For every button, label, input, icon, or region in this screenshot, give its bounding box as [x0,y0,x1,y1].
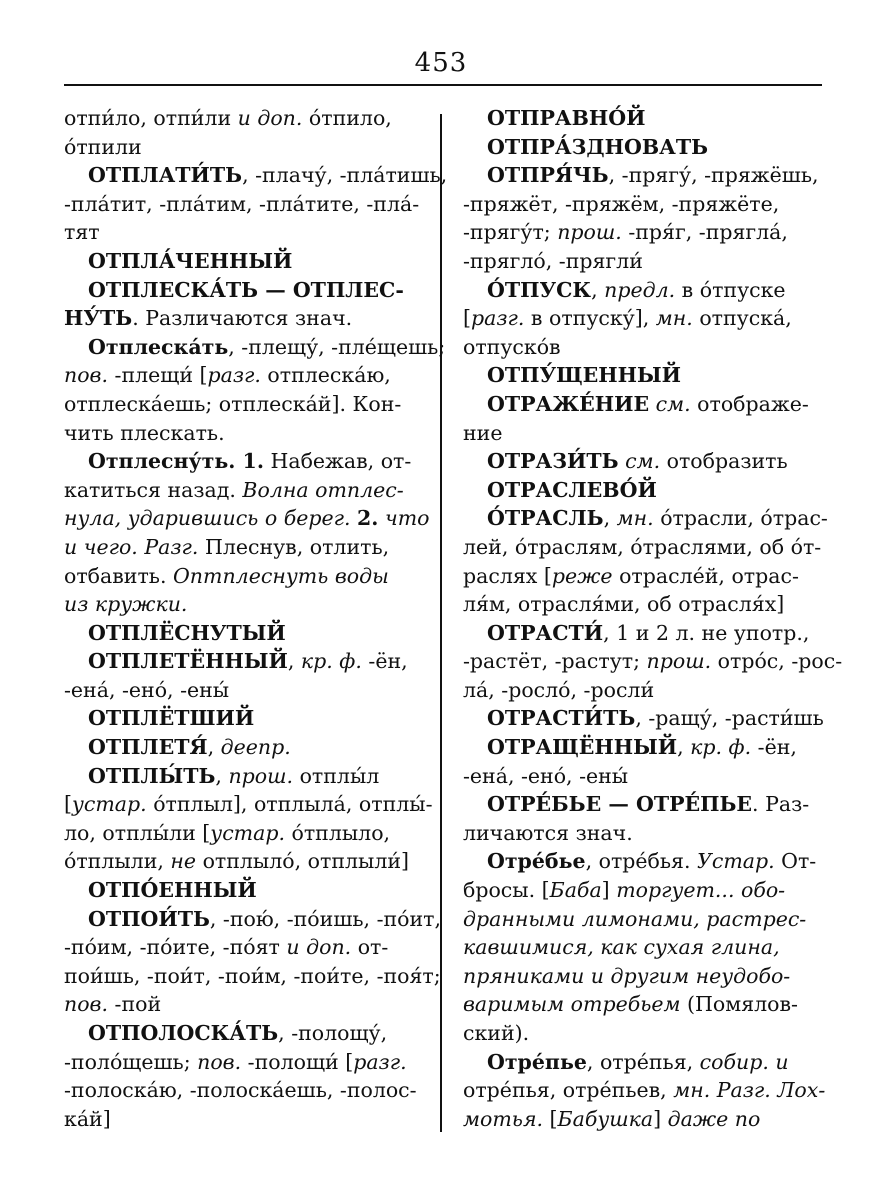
headword: ОТПОИ́ТЬ [88,906,210,931]
italic-note: и чего. Разг. [64,534,199,559]
left-text-line [64,1076,418,1105]
left-text-line [64,819,418,848]
italic-note: мн. [616,506,654,531]
left-text-line [64,304,418,333]
text-run: -ён, [361,649,408,674]
headword: ОТРЕ́БЬЕ — ОТРЕ́ПЬЕ [487,792,753,817]
text-run: , отре́бья. [585,849,698,874]
italic-note: мн. Разг. Лох- [673,1078,826,1103]
headword: ОТРАЩЁННЫЙ [487,735,678,760]
italic-note: Баба [549,878,602,903]
headword: Отре́бье [487,849,586,874]
text-run: , -плещу́, -пле́щешь; [228,334,446,359]
text-run: , 1 и 2 л. не употр., [603,620,810,645]
italic-note: разг. [207,363,261,388]
left-text-line [64,790,433,819]
text-run: отплеска́ешь; отплеска́й]. Кон- [64,391,402,416]
text-run: бросы. [ [463,878,550,903]
right-text-line [463,619,817,648]
right-text-line [463,533,822,562]
right-text-line [463,304,817,333]
left-text-line [64,504,430,533]
text-run: ло, отплы́ли [ [64,820,211,845]
text-run: -полоска́ю, -полоска́ешь, -полос- [64,1078,417,1103]
text-run: в отпуску́], [524,306,656,331]
text-run: ] [601,878,617,903]
headword: Отре́пье [487,1049,587,1074]
text-run: отобразить [660,449,788,474]
text-run: ла́, -росло́, -росли́ [463,677,655,702]
text-run: тят [64,220,100,245]
left-text-line [64,447,418,476]
left-text-line [64,676,418,705]
italic-note: даже по [667,1106,761,1131]
italic-note: не [170,849,197,874]
left-text-line [64,133,418,162]
left-text-line [64,104,418,133]
right-text-line [463,733,817,762]
text-run: отплыло́, отплыли́] [196,849,410,874]
left-text-line [64,619,418,648]
italic-note: Оптплеснуть воды [173,563,389,588]
italic-note: торгует... обо- [616,878,786,903]
headword: ОТПО́ЕННЫЙ [88,878,257,903]
italic-note: и доп. [286,935,352,960]
text-run: -прягло́, -прягли́ [463,248,643,273]
left-text-line [64,962,441,991]
right-text-line [463,647,843,676]
left-text-line [64,333,446,362]
text-run: -ена́, -ено́, -ены́ [64,677,230,702]
headword: ОТПРЯ́ЧЬ [487,163,609,188]
text-run: ля́м, отрасля́ми, об отрасля́х] [463,592,785,617]
right-text-line [463,962,817,991]
left-text-line [64,704,418,733]
headword: О́ТПУСК [487,277,592,302]
left-text-line [64,733,418,762]
page-number: 453 [414,48,468,78]
left-text-line [64,533,418,562]
headword: НУ́ТЬ [64,306,133,331]
text-run: , [677,735,691,760]
text-run: о́трасли, о́трас- [653,506,828,531]
left-text-line [64,419,418,448]
right-text-line [463,819,817,848]
text-run: , -ращу́, -расти́шь [635,706,824,731]
headword: О́ТРАСЛЬ [487,506,604,531]
headword: Отплесну́ть. 1. [88,449,264,474]
text-run: отпуска́, [692,306,792,331]
italic-note: см. [625,449,661,474]
headword: ОТРАЗИ́ТЬ [487,449,619,474]
header-rule [64,84,822,86]
right-text-line [463,1076,826,1105]
left-text-line [64,762,418,791]
text-run: (Помялов- [680,992,798,1017]
italic-note: прош. [557,220,622,245]
text-run: , [215,763,229,788]
text-run: -пряжёт, -пряжём, -пряжёте, [463,191,780,216]
right-text-line [463,933,817,962]
left-text-line [64,933,418,962]
italic-note: пов. [197,1049,242,1074]
text-run: , -плачу́, -пла́тишь, [242,163,448,188]
text-run: отрасле́й, отрас- [612,563,799,588]
right-text-line [463,704,824,733]
left-text-line [64,1105,418,1134]
right-text-line [463,1105,817,1134]
text-run: , [287,649,301,674]
text-run: , [591,277,605,302]
text-run: ние [463,420,503,445]
right-text-line [463,590,817,619]
italic-note: устар. [72,792,147,817]
text-run: о́тплыло, [284,820,391,845]
left-text-line [64,276,418,305]
right-text-line [463,790,817,819]
text-run: , -пою́, -по́ишь, -по́ит, [209,906,442,931]
italic-note: Бабушка [557,1106,654,1131]
left-text-line [64,390,418,419]
right-text-line [463,905,817,934]
text-run: отбавить. [64,563,173,588]
text-run: отпуско́в [463,334,561,359]
text-run: ка́й] [64,1106,111,1131]
italic-note: пов. [64,363,108,388]
italic-note: нула, ударившись о берег. [64,506,351,531]
italic-note: предл. [604,277,676,302]
headword: ОТРАЖЕ́НИЕ [487,391,650,416]
right-text-line [463,1048,817,1077]
text-run: -ена́, -ено́, -ены́ [463,763,629,788]
text-run: -плещи́ [ [108,363,208,388]
left-text-line [64,361,418,390]
italic-note: разг. [353,1049,407,1074]
right-text-line [463,876,817,905]
text-run: От- [774,849,817,874]
headword: ОТПЛЕТЁННЫЙ [88,649,288,674]
headword: ОТПЛЁТШИЙ [88,706,255,731]
italic-note: мн. [655,306,693,331]
headword: ОТПЛЫ́ТЬ [88,763,216,788]
left-text-line [64,161,448,190]
italic-note: варимым отребьем [463,992,681,1017]
right-text-line [463,333,817,362]
italic-note: разг. [471,306,525,331]
text-run: личаются знач. [463,820,633,845]
right-text-line [463,104,817,133]
text-run: отро́с, -рос- [711,649,843,674]
headword: ОТПЛЕСКА́ТЬ — ОТПЛЕС- [88,277,404,302]
left-text-line [64,1019,418,1048]
text-run: , [603,506,617,531]
italic-note: и доп. [237,106,303,130]
text-run: о́тплыли, [64,849,171,874]
italic-note: и [775,1049,789,1074]
text-run: Набежав, от- [263,449,412,474]
left-text-line [64,590,418,619]
text-run: -прягу́т; [463,220,558,245]
headword: ОТПРАВНО́Й [487,106,646,130]
text-run: -растёт, -растут; [463,649,647,674]
headword: Отплеска́ть [88,334,229,359]
left-text-line [64,562,418,591]
text-run: отплы́л [293,763,380,788]
text-run: -ён, [751,735,797,760]
right-text-line [463,990,817,1019]
right-text-line [463,133,817,162]
left-text-line [64,847,418,876]
headword: ОТПЛЕТЯ́ [88,735,208,760]
right-text-line [463,562,817,591]
headword: ОТПЛАТИ́ТЬ [88,163,243,188]
italic-note: устар. [210,820,285,845]
italic-note: реже [551,563,613,588]
right-text-line [463,762,817,791]
left-text-line [64,476,418,505]
text-run: отре́пья, отре́пьев, [463,1078,674,1103]
headword: ОТПОЛОСКА́ТЬ [88,1021,279,1045]
left-text-line [64,190,418,219]
right-text-line [463,390,817,419]
text-run: лей, о́траслям, о́траслями, об о́т- [463,534,822,559]
right-text-line [463,218,817,247]
text-run: Плеснув, отлить, [198,534,390,559]
text-run: о́тплыл], отплыла́, отплы́- [146,792,433,817]
text-run: [ [463,306,471,331]
right-text-line [463,361,817,390]
italic-note: прош. [228,763,294,788]
left-text-line [64,905,442,934]
left-column [64,104,448,1133]
right-text-line [463,504,828,533]
right-text-line [463,1019,817,1048]
right-text-line [463,276,817,305]
italic-note: Устар. [697,849,775,874]
text-run: , -прягу́, -пряжёшь, [608,163,819,188]
text-run: -пря́г, -прягла́, [621,220,788,245]
italic-note: кр. ф. [300,649,362,674]
right-text-line [463,190,817,219]
text-run: . Раз- [752,792,810,817]
italic-note: что [384,506,430,531]
italic-note: кавшимися, как сухая глина, [463,935,780,960]
italic-note: дранными лимонами, растрес- [463,906,807,931]
text-run: в о́тпуске [675,277,786,302]
text-run: , -полощу́, [278,1021,388,1045]
text-run: от- [351,935,389,960]
text-run: раслях [ [463,563,552,588]
text-run: [ [64,792,72,817]
headword: ОТРАСТИ́ [487,620,604,645]
text-run: -полощи́ [ [241,1049,354,1074]
text-run: [ [543,1106,558,1131]
italic-note: пряниками и другим неудобо- [463,963,791,988]
right-text-line [463,447,817,476]
headword: ОТПЛА́ЧЕННЫЙ [88,248,293,273]
left-text-line [64,218,418,247]
text-run: ский). [463,1021,530,1045]
right-text-line [463,847,817,876]
left-text-line [64,247,418,276]
italic-note: деепр. [220,735,291,760]
right-text-line [463,247,817,276]
text-run: о́тпили [64,134,142,159]
text-run: . Различаются знач. [132,306,353,331]
left-text-line [64,647,418,676]
headword: ОТРАСТИ́ТЬ [487,706,636,731]
italic-note: собир. [699,1049,769,1074]
left-text-line [64,1048,418,1077]
text-run: , [207,735,221,760]
italic-note: кр. ф. [690,735,752,760]
text-run: -пой [108,992,162,1017]
headword: ОТРАСЛЕВО́Й [487,477,657,502]
right-column [463,104,843,1133]
italic-note: мотья. [463,1106,544,1131]
text-run: -поло́щешь; [64,1049,198,1074]
text-run: катиться назад. [64,477,243,502]
text-run: пои́шь, -пои́т, -пои́м, -пои́те, -поя́т; [64,963,441,988]
text-run: отображе- [690,391,809,416]
italic-note: из кружки. [64,592,188,617]
text-run: отплеска́ю, [260,363,391,388]
italic-note: Волна отплес- [242,477,404,502]
headword: ОТПРА́ЗДНОВАТЬ [487,134,709,159]
headword: ОТПУ́ЩЕННЫЙ [487,363,681,388]
right-text-line [463,161,817,190]
right-text-line [463,476,817,505]
right-text-line [463,676,817,705]
text-run: -пла́тит, -пла́тим, -пла́тите, -пла́- [64,191,420,216]
italic-note: см. [655,391,691,416]
right-text-line [463,419,817,448]
text-run: ] [653,1106,668,1131]
left-text-line [64,876,418,905]
text-run: -по́им, -по́ите, -по́ят [64,935,287,960]
italic-note: прош. [646,649,712,674]
headword: ОТПЛЁСНУТЫЙ [88,620,286,645]
text-run: отпи́ло, отпи́ли [64,106,238,130]
italic-note: пов. [64,992,108,1017]
text-run: , отре́пья, [586,1049,700,1074]
text-run: о́тпило, [302,106,392,130]
headword: 2. [357,506,379,531]
left-text-line [64,990,418,1019]
text-run: чить плескать. [64,420,225,445]
